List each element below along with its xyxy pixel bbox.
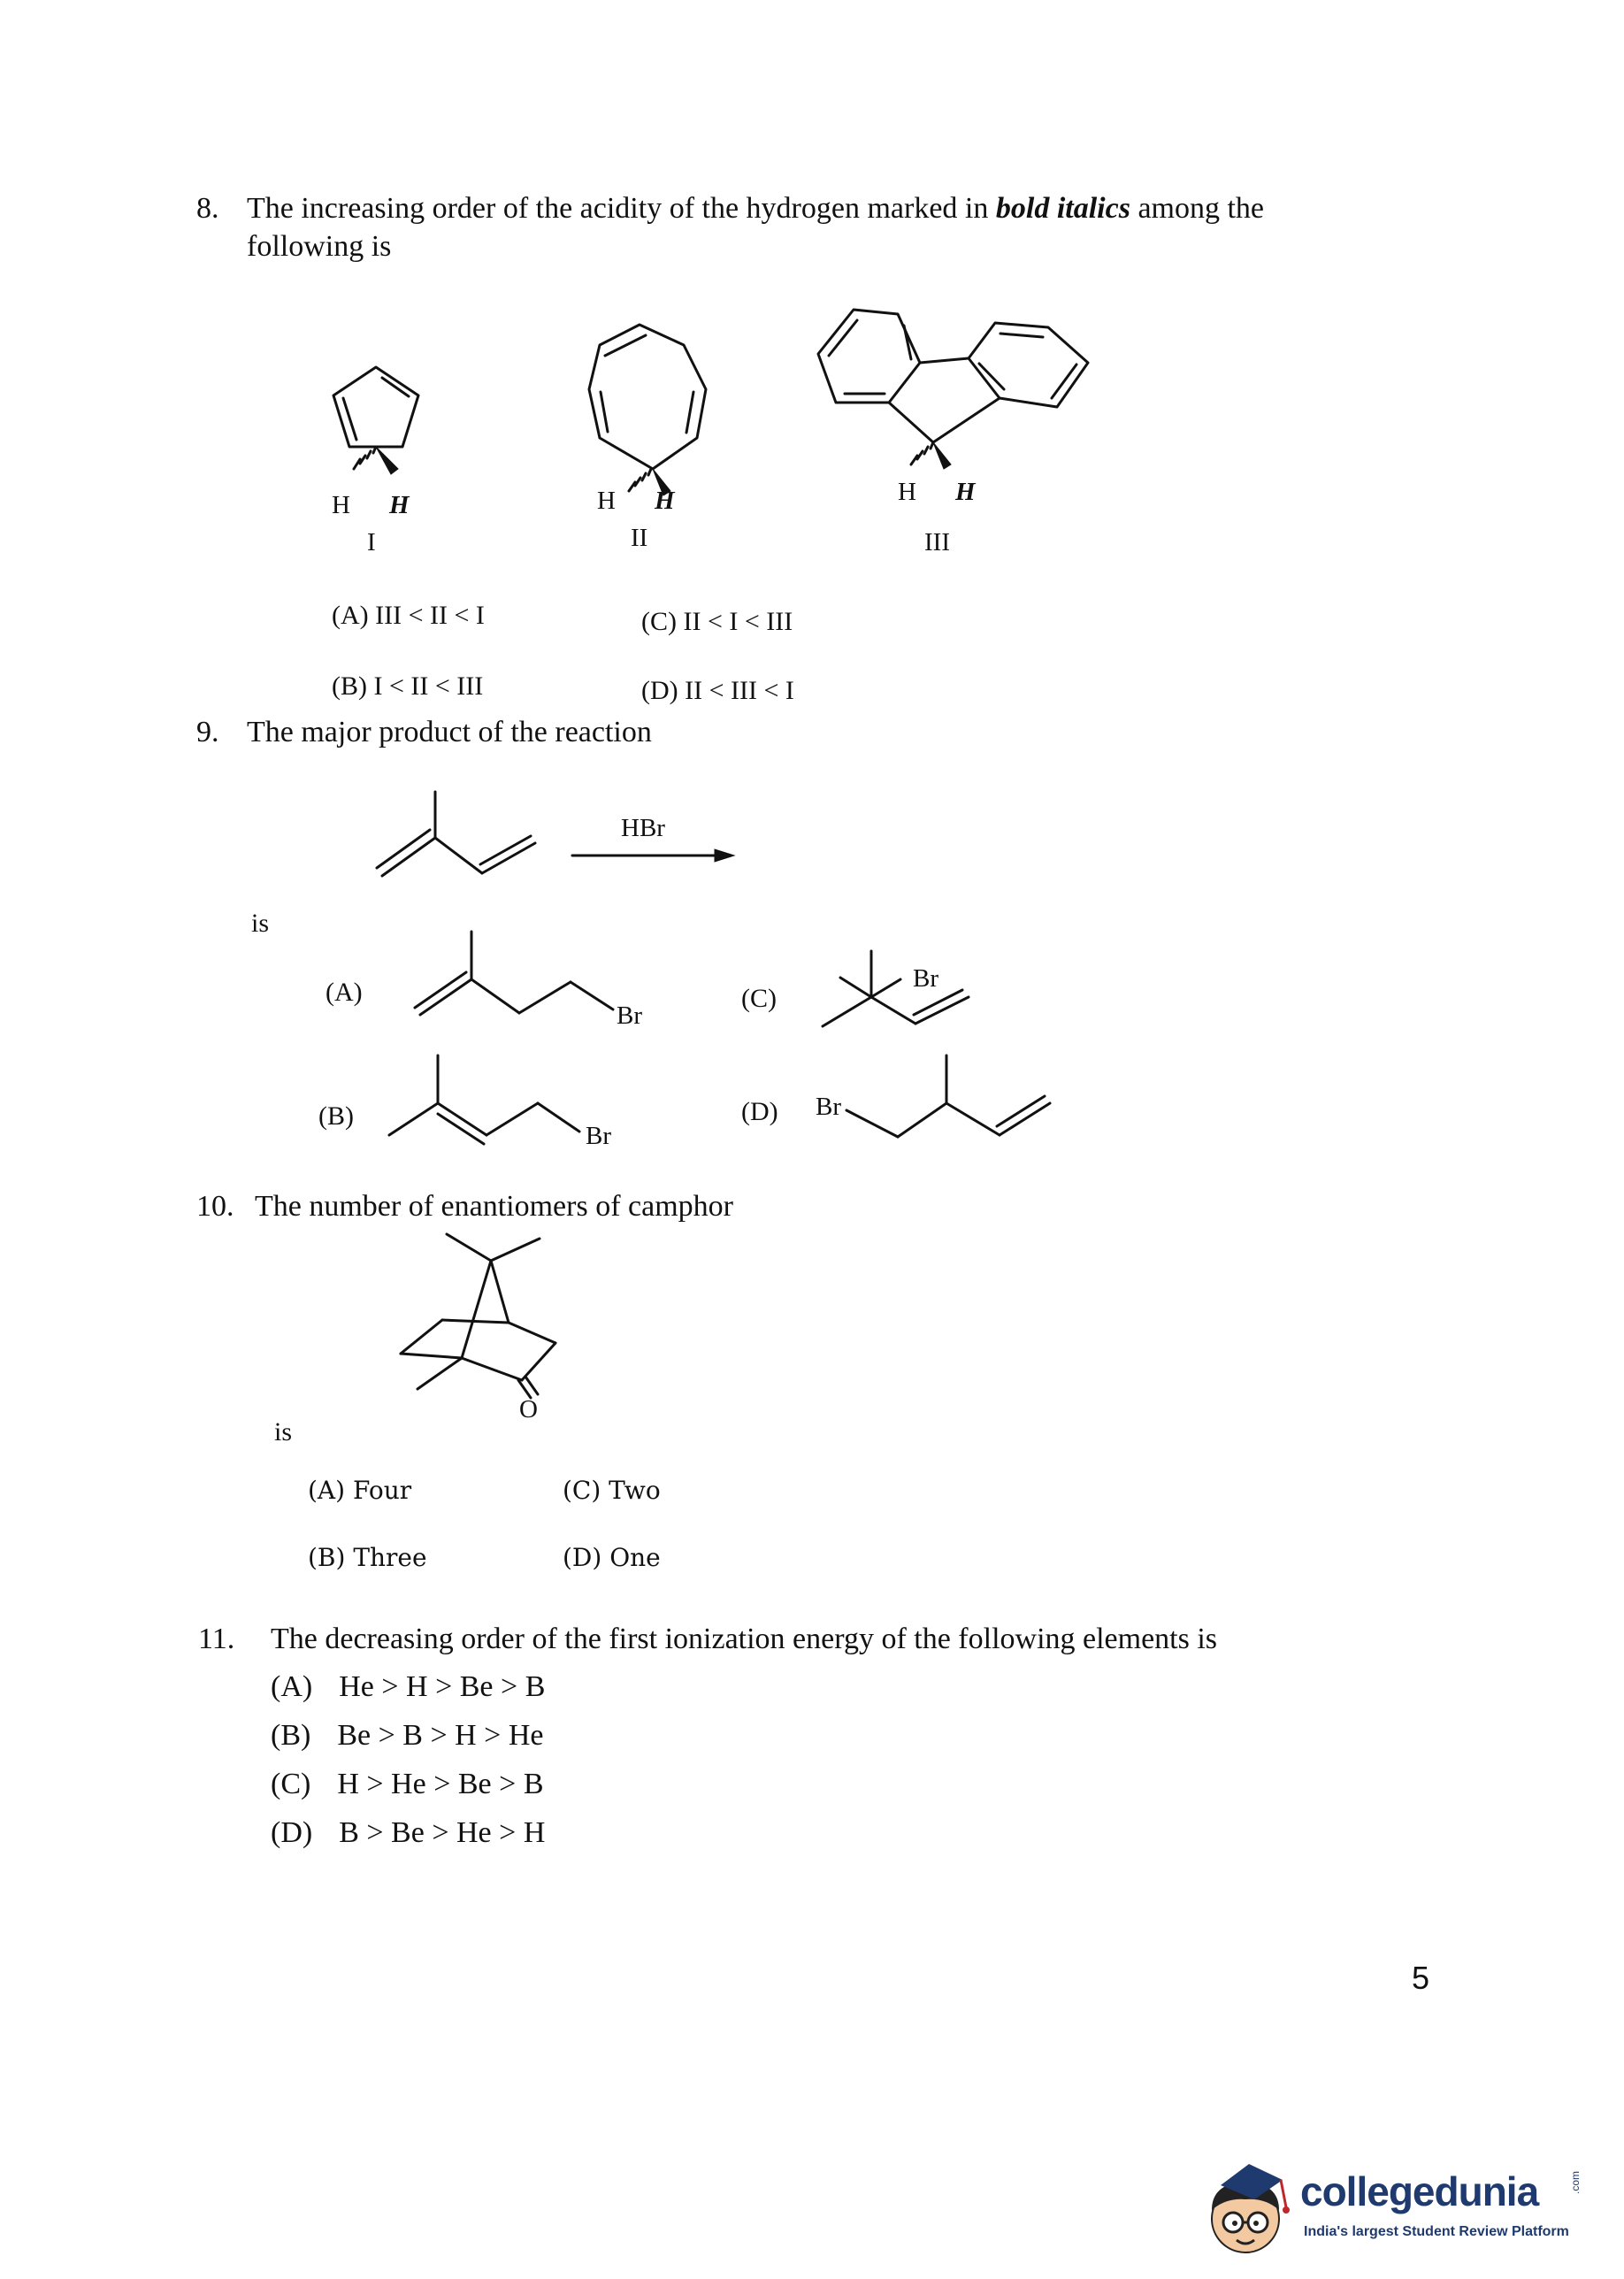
h-bold-3: H (955, 478, 976, 506)
camphor-structure (389, 1230, 566, 1416)
q8-question-line2: following is (247, 230, 392, 263)
brand-name: collegedunia (1300, 2168, 1539, 2214)
product-c-structure (814, 942, 982, 1031)
q8-number: 8. (196, 192, 219, 225)
reagent-hbr: HBr (621, 814, 665, 842)
collegedunia-logo[interactable] (1194, 2159, 1610, 2265)
q8-option-a: (A) III < II < I (332, 601, 485, 630)
q10-question: The number of enantiomers of camphor (255, 1190, 733, 1223)
q8-option-c: (C) II < I < III (641, 607, 793, 636)
q8-option-d: (D) II < III < I (641, 676, 794, 705)
q8-bold-italics: bold italics (995, 192, 1130, 225)
h-bold-1: H (389, 491, 410, 519)
structure-label-ii: II (631, 524, 648, 552)
product-d-structure (845, 1048, 1057, 1146)
cycloheptatriene-structure (564, 314, 724, 500)
q10-option-a: (A) Four (308, 1476, 412, 1505)
q9-option-a-label: (A) (326, 978, 363, 1007)
structure-label-i: I (367, 528, 376, 556)
br-label-a: Br (617, 1001, 642, 1030)
fluorene-structure (783, 301, 1101, 491)
oxygen-label: O (519, 1395, 538, 1423)
q9-option-b-label: (B) (318, 1101, 354, 1131)
q9-option-d-label: (D) (741, 1097, 778, 1126)
page-number: 5 (1412, 1960, 1430, 1996)
q9-is: is (251, 909, 270, 938)
product-a-structure (411, 925, 624, 1022)
product-b-structure (380, 1048, 593, 1146)
isoprene-structure (372, 783, 548, 885)
q11-number: 11. (198, 1623, 235, 1655)
brand-tagline: India's largest Student Review Platform (1304, 2224, 1569, 2239)
q11-question: The decreasing order of the first ionization energy of the following elements is (271, 1623, 1218, 1655)
q8-text-post: among the (1138, 192, 1265, 225)
q10-number: 10. (196, 1190, 234, 1223)
q11-option-a: (A) He > H > Be > B (271, 1670, 546, 1703)
q11-option-b: (B) Be > B > H > He (271, 1719, 544, 1752)
q8-option-b: (B) I < II < III (332, 671, 484, 701)
br-label-c: Br (913, 964, 938, 993)
h-plain-1: H (332, 491, 350, 519)
q9-option-c-label: (C) (741, 984, 777, 1013)
h-plain-3: H (898, 478, 916, 506)
q9-number: 9. (196, 716, 219, 748)
q10-is: is (274, 1417, 293, 1446)
h-bold-2: H (655, 487, 675, 515)
q10-option-b: (B) Three (308, 1543, 427, 1572)
cyclopentadiene-structure (314, 354, 447, 513)
mascot-icon (1194, 2159, 1300, 2260)
q11-option-d: (D) B > Be > He > H (271, 1816, 546, 1849)
q9-question: The major product of the reaction (247, 716, 652, 748)
reaction-arrow (571, 845, 739, 866)
q11-option-c: (C) H > He > Be > B (271, 1768, 544, 1800)
q10-option-c: (C) Two (563, 1476, 661, 1505)
structure-label-iii: III (924, 528, 950, 556)
br-label-b: Br (586, 1122, 611, 1150)
q8-question-line1 (247, 190, 1264, 228)
q8-text-pre: The increasing order of the acidity of the hydrogen marked in (247, 192, 989, 225)
q10-option-d: (D) One (563, 1543, 661, 1572)
h-plain-2: H (597, 487, 616, 515)
br-label-d: Br (816, 1093, 841, 1121)
brand-suffix: .com (1569, 2170, 1582, 2194)
